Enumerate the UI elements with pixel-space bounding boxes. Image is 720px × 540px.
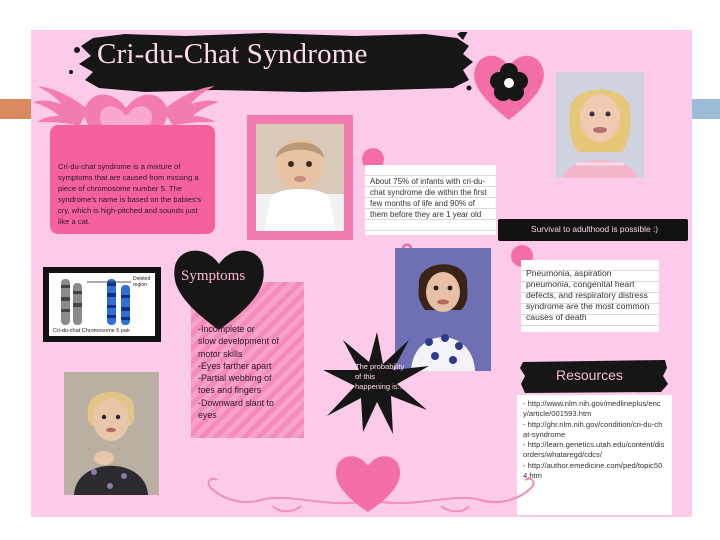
probability-text: The probability of this happening is...: [355, 362, 405, 391]
poster: [31, 30, 692, 517]
survival-text: Survival to adulthood is possible :): [531, 224, 659, 234]
flower-heart-icon: [468, 50, 550, 122]
infant-note: [365, 165, 496, 235]
symptoms-list: -Incomplete or slow development of motor skills -Eyes farther apart -Partial webbing of toes and fingers -Downward slant to eyes: [198, 324, 279, 421]
infant-note-text: About 75% of infants with cri-du-chat syndrome die within the first few months of life and 90% of them before they are 1 year old: [370, 177, 487, 219]
boy-illustration: [64, 372, 159, 495]
symptoms-title: Symptoms: [181, 268, 246, 284]
accent-bar-right: [692, 99, 720, 119]
chromosome-caption: Cri-du-chat Chromosome 5 pair: [53, 328, 131, 334]
causes-note: [521, 260, 659, 332]
heart-icon: [169, 242, 269, 332]
girl-portrait-photo: [556, 72, 644, 178]
intro-box: [50, 125, 215, 234]
boy-photo: [64, 372, 159, 495]
resources-title: Resources: [556, 367, 623, 383]
resources-list: - http://www.nlm.nih.gov/medlineplus/ency/article/001593.htm - http://ghr.nlm.nih.gov/condition/cri-du-chat-syndrome - http://learn.genetics.utah.edu/content/disorders/whataregd/cdcs/ - http://author.emedicine.com/ped/topic504.htm: [523, 399, 665, 481]
heart-icon: [331, 450, 406, 515]
deleted-region-label: Deleted region: [133, 276, 151, 288]
baby-illustration: [256, 124, 344, 231]
chromosome-left: [61, 279, 82, 325]
chromosome-diagram: [43, 267, 161, 342]
causes-note-text: Pneumonia, aspiration pneumonia, congenital heart defects, and respiratory distress syndrome are the most common causes of death: [526, 268, 650, 322]
chromosome-right: [107, 279, 130, 325]
poster-title: Cri-du-Chat Syndrome: [97, 38, 368, 70]
accent-bar-left: [0, 99, 32, 119]
girl-illustration: [556, 72, 644, 178]
baby-photo: [247, 115, 353, 240]
intro-text: Cri-du-chat syndrome is a mixture of symptoms that are caused from missing a piece of chromosome number 5. The syndrome's name is based on the babies's cry, which is high-pitched and sounds just like a cat.: [58, 162, 202, 226]
